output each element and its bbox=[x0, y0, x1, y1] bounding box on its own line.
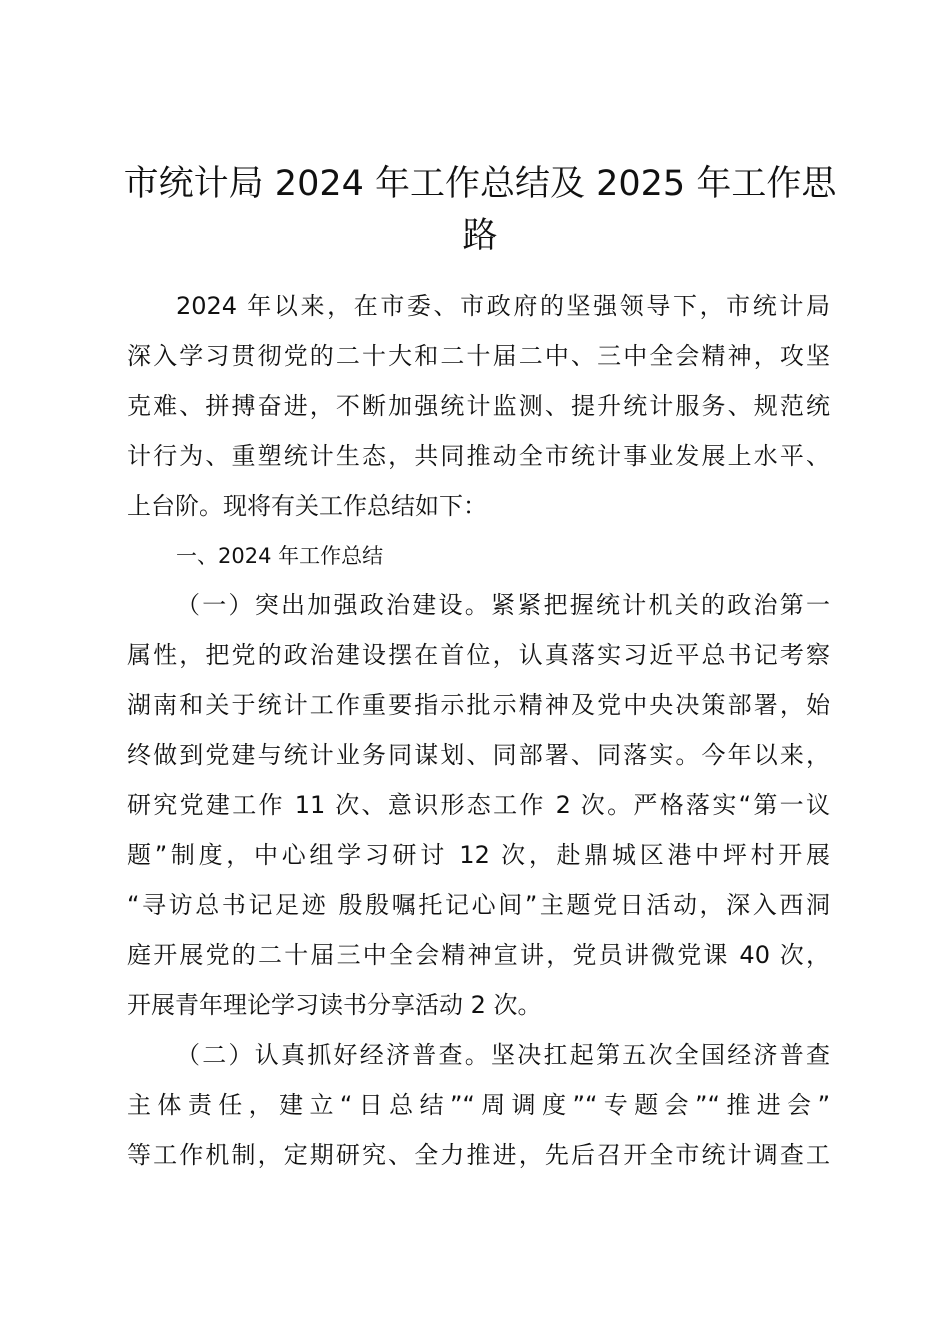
para1-line-9: 开展青年理论学习读书分享活动 2 次。 bbox=[127, 991, 542, 1019]
intro-line-3: 克难、拼搏奋进，不断加强统计监测、提升统计服务、规范统 bbox=[127, 392, 830, 420]
para1-line-5: 研究党建工作 11 次、意识形态工作 2 次。严格落实“第一议 bbox=[127, 791, 830, 819]
para1-line-2: 属性，把党的政治建设摆在首位，认真落实习近平总书记考察 bbox=[127, 641, 830, 669]
para1-line-8: 庭开展党的二十届三中全会精神宣讲，党员讲微党课 40 次， bbox=[127, 941, 830, 969]
para1-line-6: 题”制度，中心组学习研讨 12 次，赴鼎城区港中坪村开展 bbox=[127, 841, 830, 869]
intro-line-4: 计行为、重塑统计生态，共同推动全市统计事业发展上水平、 bbox=[127, 442, 830, 470]
para1-line-7: “寻访总书记足迹 殷殷嘱托记心间”主题党日活动，深入西洞 bbox=[127, 891, 830, 919]
para1-line-1: （一）突出加强政治建设。紧紧把握统计机关的政治第一 bbox=[176, 591, 830, 619]
section-heading: 一、2024 年工作总结 bbox=[176, 544, 384, 568]
document-title-line-2: 路 bbox=[462, 216, 498, 256]
para2-line-3: 等工作机制，定期研究、全力推进，先后召开全市统计调查工 bbox=[127, 1141, 830, 1169]
document-title-line-1: 市统计局 2024 年工作总结及 2025 年工作思 bbox=[123, 164, 837, 204]
para1-line-3: 湖南和关于统计工作重要指示批示精神及党中央决策部署，始 bbox=[127, 691, 830, 719]
para2-line-2: 主体责任，建立“日总结”“周调度”“专题会”“推进会” bbox=[127, 1091, 830, 1119]
intro-line-1: 2024 年以来，在市委、市政府的坚强领导下，市统计局 bbox=[176, 292, 830, 320]
para1-line-4: 终做到党建与统计业务同谋划、同部署、同落实。今年以来， bbox=[127, 741, 830, 769]
intro-line-5: 上台阶。现将有关工作总结如下： bbox=[127, 492, 487, 520]
para2-line-1: （二）认真抓好经济普查。坚决扛起第五次全国经济普查 bbox=[176, 1041, 830, 1069]
intro-line-2: 深入学习贯彻党的二十大和二十届二中、三中全会精神，攻坚 bbox=[127, 342, 830, 370]
